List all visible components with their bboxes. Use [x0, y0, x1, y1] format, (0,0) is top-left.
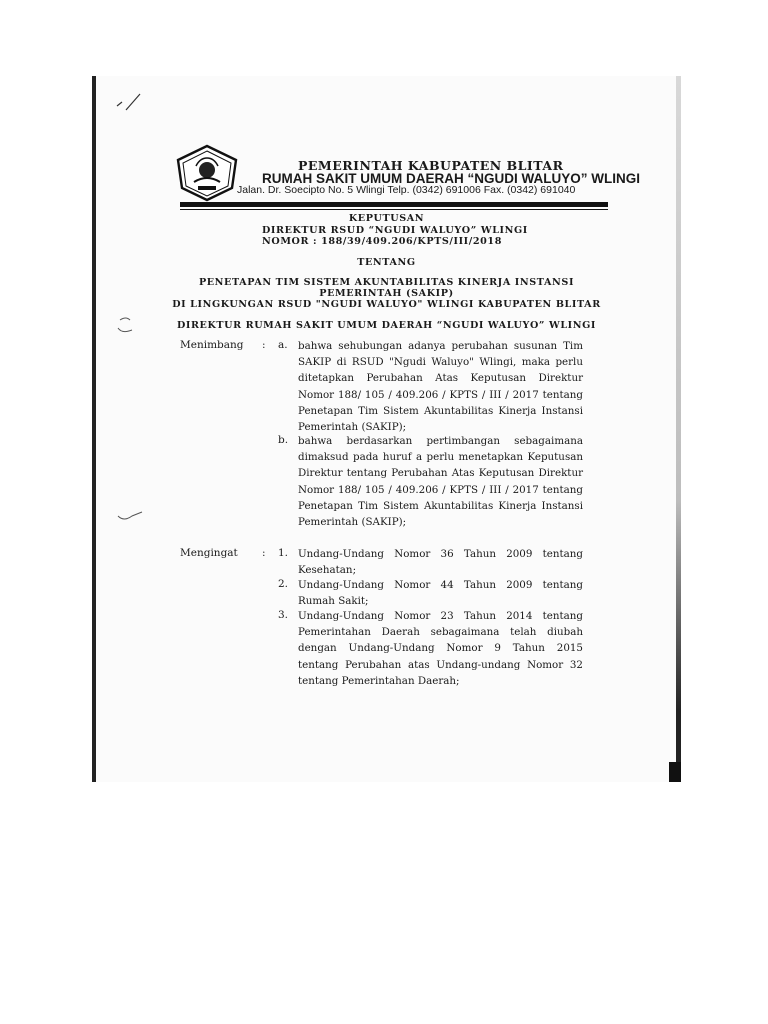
- decree-subject-line-2: PEMERINTAH (SAKIP): [319, 288, 454, 299]
- menimbang-colon: :: [262, 339, 266, 351]
- letterhead-rule-thin: [180, 209, 608, 210]
- punch-hole-mark-icon: [116, 508, 144, 524]
- mengingat-colon: :: [262, 547, 266, 559]
- mengingat-item-1: Undang-Undang Nomor 36 Tahun 2009 tentang Kesehatan;: [298, 548, 583, 577]
- mengingat-marker-1: 1.: [278, 547, 289, 559]
- decree-director-title: DIREKTUR RUMAH SAKIT UMUM DAERAH “NGUDI WALUYO” WLINGI: [176, 320, 597, 331]
- menimbang-item-b: bahwa berdasarkan pertimbangan sebagaimana dimaksud pada huruf a perlu menetapkan Keputusan Direktur tentang Perubahan Atas Keputusan Direktur Nomor 188/ 105 / 409.206 / KPTS / III / 2017 tentang Penetapan Tim Sistem Akuntabilitas Kinerja Instansi Pemerintah (SAKIP);: [298, 435, 583, 529]
- menimbang-item-a: bahwa sehubungan adanya perubahan susunan Tim SAKIP di RSUD "Ngudi Waluyo" Wlingi, maka perlu ditetapkan Perubahan Atas Keputusan Direktur Nomor 188/ 105 / 409.206 / KPTS / III / 2017 tentang Penetapan Tim Sistem Akuntabilitas Kinerja Instansi Pemerintah (SAKIP);: [298, 340, 583, 434]
- mengingat-label: Mengingat: [180, 547, 238, 559]
- kabupaten-blitar-emblem-icon: [176, 144, 238, 202]
- menimbang-marker-b: b.: [278, 434, 289, 446]
- decree-number: NOMOR : 188/39/409.206/KPTS/III/2018: [262, 236, 502, 247]
- mengingat-item-2: Undang-Undang Nomor 44 Tahun 2009 tentang Rumah Sakit;: [298, 579, 583, 608]
- menimbang-label: Menimbang: [180, 339, 244, 351]
- scanned-page: [92, 76, 681, 782]
- letterhead-address: Jalan. Dr. Soecipto No. 5 Wlingi Telp. (0342) 691006 Fax. (0342) 691040: [237, 184, 576, 196]
- punch-hole-mark-icon: [116, 316, 140, 338]
- decree-issuer: DIREKTUR RSUD “NGUDI WALUYO” WLINGI: [262, 225, 528, 236]
- menimbang-marker-a: a.: [278, 339, 288, 351]
- scan-shadow-mark: [669, 762, 681, 782]
- letterhead-hospital: RUMAH SAKIT UMUM DAERAH “NGUDI WALUYO” WLINGI: [262, 171, 640, 186]
- pen-scribble: [114, 86, 144, 116]
- mengingat-marker-2: 2.: [278, 578, 289, 590]
- letterhead-rule-thick: [180, 202, 608, 207]
- decree-subject-line-1: PENETAPAN TIM SISTEM AKUNTABILITAS KINERJA INSTANSI: [198, 277, 575, 288]
- scan-right-edge: [676, 76, 681, 782]
- letterhead-government: PEMERINTAH KABUPATEN BLITAR: [298, 158, 564, 173]
- mengingat-marker-3: 3.: [278, 609, 289, 621]
- scan-left-edge: [92, 76, 96, 782]
- decree-subject-line-3: DI LINGKUNGAN RSUD "NGUDI WALUYO" WLINGI KABUPATEN BLITAR: [172, 299, 601, 310]
- mengingat-item-3: Undang-Undang Nomor 23 Tahun 2014 tentang Pemerintahan Daerah sebagaimana telah diubah dengan Undang-Undang Nomor 9 Tahun 2015 tentang Perubahan atas Undang-undang Nomor 32 tentang Pemerintahan Daerah;: [298, 610, 583, 687]
- decree-tentang: TENTANG: [357, 257, 416, 268]
- decree-heading: KEPUTUSAN: [348, 213, 425, 224]
